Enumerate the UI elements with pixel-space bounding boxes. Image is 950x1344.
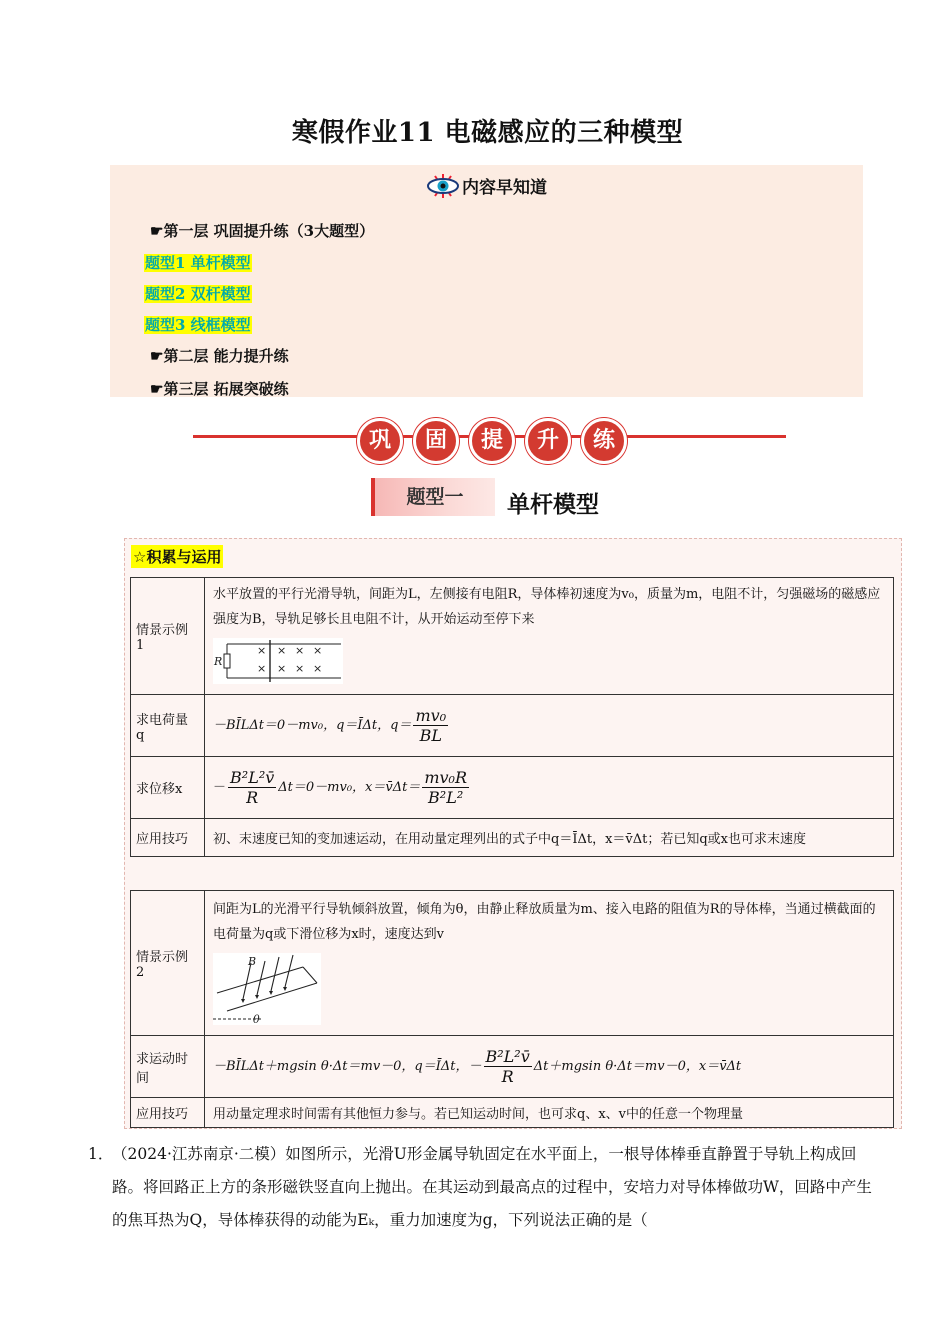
toc-type-2[interactable]: 题型2 双杆模型 (145, 285, 251, 303)
table-label: 求运动时间 (131, 1036, 205, 1098)
svg-text:×: × (313, 662, 323, 675)
table-label: 应用技巧 (131, 819, 205, 857)
svg-text:×: × (313, 644, 323, 657)
scenario-table-2 (130, 890, 894, 1128)
svg-text:θ: θ (253, 1013, 260, 1025)
toc-layer2[interactable]: ☛第二层 能力提升练 (150, 347, 289, 365)
svg-text:×: × (277, 644, 287, 657)
fraction: $\frac{\text{mv₀R}}{\text{B²L²}}$ (424, 768, 467, 807)
incline-figure (213, 953, 885, 1029)
fraction: $\frac{\text{B²L²v̄}}{R}$ (485, 1047, 530, 1086)
toc-layer3[interactable]: ☛第三层 拓展突破练 (150, 380, 289, 398)
equation: －BĪLΔt＋mgsin θ·Δt＝mv－0，q＝ĪΔt，－ (213, 1059, 482, 1074)
fraction: $\frac{\text{mv₀}}{BL}$ (415, 706, 447, 745)
table-label: 情景示例1 (131, 578, 205, 695)
table-label: 情景示例2 (131, 891, 205, 1036)
contents-heading: 内容早知道 (110, 173, 863, 203)
fraction: $\frac{\text{B²L²v̄}}{R}$ (230, 768, 275, 807)
scenario-text: 水平放置的平行光滑导轨，间距为L，左侧接有电阻R，导体棒初速度为v₀，质量为m，电阻不计，匀强磁场的磁感应强度为B，导轨足够长且电阻不计，从开始运动至停下来 (213, 587, 881, 627)
question-1 (88, 1138, 878, 1237)
table-label: 求电荷量q (131, 695, 205, 757)
section-title: 单杆模型 (507, 491, 599, 518)
toc-type-1[interactable]: 题型1 单杆模型 (145, 254, 251, 272)
table-label: 应用技巧 (131, 1098, 205, 1128)
table-cell (205, 695, 894, 757)
panel-tag: ☆积累与运用 (131, 545, 223, 568)
section-tag: 题型一 (371, 478, 495, 516)
banner-char: 升 (525, 418, 571, 464)
svg-text:×: × (295, 644, 305, 657)
question-text: （2024·江苏南京·二模）如图所示，光滑U形金属导轨固定在水平面上，一根导体棒垂直静置于导轨上构成回路。将回路正上方的条形磁铁竖直向上抛出。在其运动到最高点的过程中，安培力对导体棒做功W，回路中产生的焦耳热为Q，导体棒获得的动能为Eₖ，重力加速度为g，下列说法正确的是（ (112, 1145, 872, 1229)
svg-text:×: × (277, 662, 287, 675)
eye-icon (426, 174, 460, 203)
table-label: 求位移x (131, 757, 205, 819)
svg-text:R: R (214, 655, 223, 668)
svg-text:×: × (257, 644, 267, 657)
page-title: 寒假作业11 电磁感应的三种模型 (291, 118, 684, 148)
equation: Δt＋mgsin θ·Δt＝mv－0，x＝v̄Δt (533, 1059, 742, 1074)
scenario-text: 间距为L的光滑平行导轨倾斜放置，倾角为θ，由静止释放质量为m、接入电路的阻值为R的导体棒，当通过横截面的电荷量为q或下滑位移为x时，速度达到v (213, 902, 876, 942)
banner-char: 提 (469, 418, 515, 464)
scenario-table-1 (130, 577, 894, 857)
banner-char: 固 (413, 418, 459, 464)
table-cell: 初、末速度已知的变加速运动，在用动量定理列出的式子中q＝ĪΔt，x＝v̄Δt；若已知q或x也可求末速度 (205, 819, 894, 857)
equation: Δt＝0－mv₀，x＝v̄Δt＝ (278, 780, 421, 795)
svg-text:B: B (248, 955, 257, 968)
table-cell (205, 578, 894, 695)
banner-char: 练 (581, 418, 627, 464)
svg-text:×: × (257, 662, 267, 675)
table-cell: － $\frac{\text{B²L²v̄}}{R}$ Δt＝0－mv₀，x＝v̄Δt＝ $\frac{\text{mv₀R}}{\text{B²L²}}$ (205, 757, 894, 819)
banner-char: 巩 (357, 418, 403, 464)
question-number: 1． (88, 1145, 114, 1163)
toc-type-3[interactable]: 题型3 线框模型 (145, 316, 251, 334)
table-cell: 用动量定理求时间需有其他恒力参与。若已知运动时间，也可求q、x、v中的任意一个物理量 (205, 1098, 894, 1128)
toc-layer1[interactable]: ☛第一层 巩固提升练（3大题型） (150, 222, 375, 240)
table-cell (205, 1036, 894, 1098)
contents-box (110, 165, 863, 397)
svg-text:×: × (295, 662, 305, 675)
table-cell (205, 891, 894, 1036)
equation: －BĪLΔt＝0－mv₀，q＝ĪΔt，q＝ (213, 718, 412, 733)
rail-figure (213, 638, 885, 688)
